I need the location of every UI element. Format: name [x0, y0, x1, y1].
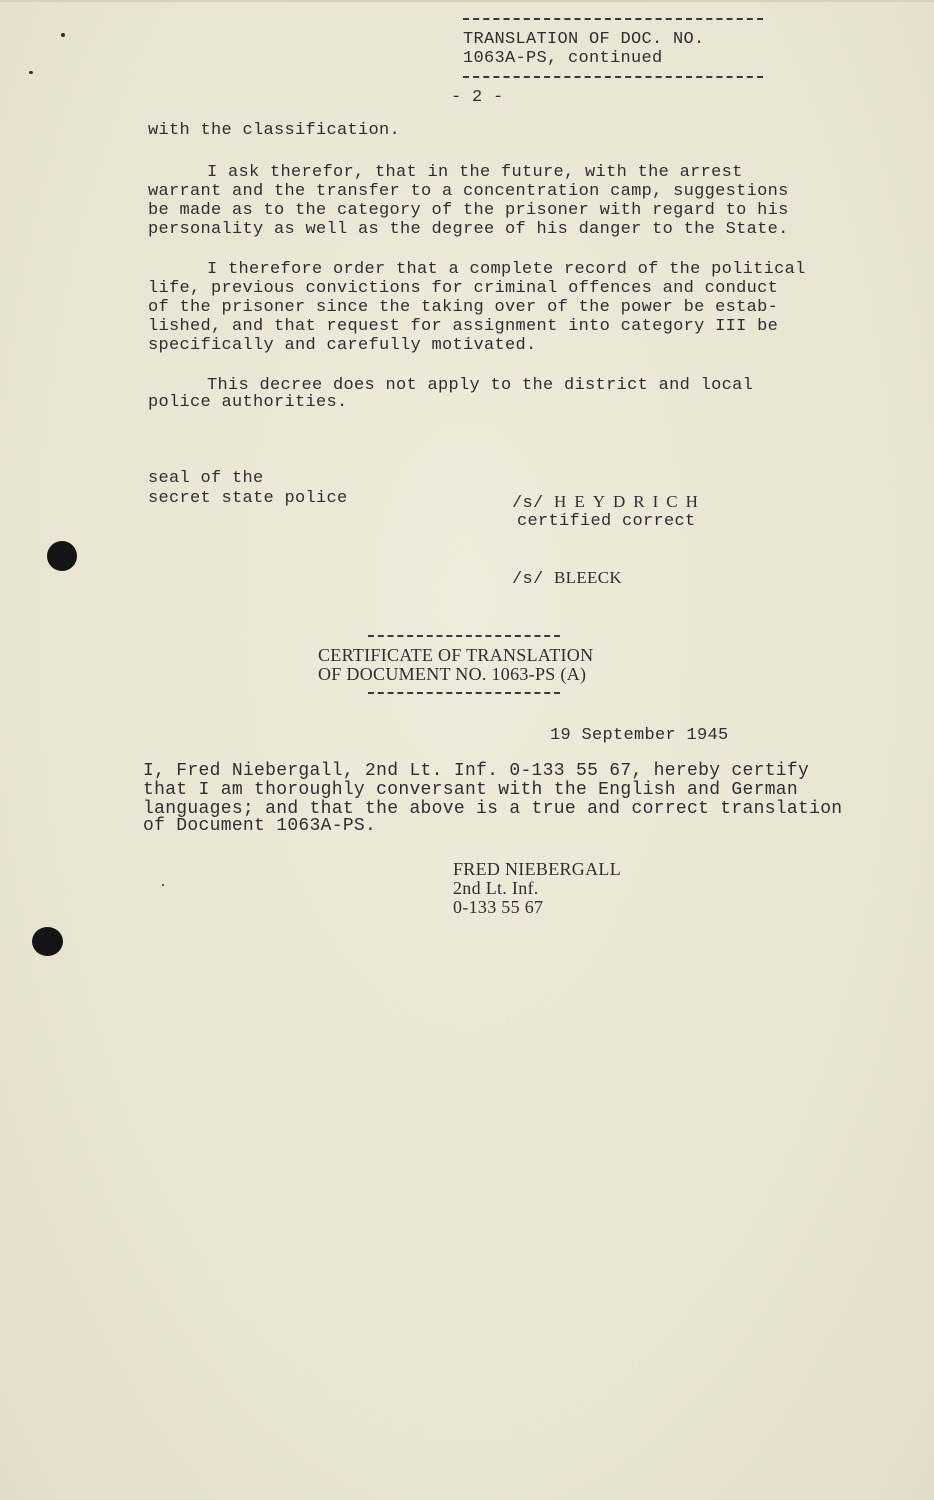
page-number: - 2 -	[451, 88, 504, 107]
body-line: police authorities.	[148, 393, 348, 412]
signer-rank: 2nd Lt. Inf.	[453, 878, 539, 898]
header-rule-bottom	[463, 76, 763, 78]
seal-note-line1: seal of the	[148, 469, 264, 488]
body-line: lished, and that request for assignment into category III be	[148, 317, 779, 336]
signature-prefix: /s/	[512, 494, 544, 513]
body-line: of the prisoner since the taking over of the power be estab-	[148, 298, 779, 317]
body-line: life, previous convictions for criminal offences and conduct	[148, 279, 779, 298]
certificate-rule-bottom	[368, 692, 560, 694]
body-line: This decree does not apply to the district and local	[207, 376, 754, 395]
signature-name: BLEECK	[554, 568, 622, 587]
signature-name: HEYDRICH	[554, 492, 706, 511]
certificate-body-line: languages; and that the above is a true and correct translation	[143, 799, 843, 819]
punch-hole	[47, 541, 77, 571]
page-edge	[0, 0, 934, 2]
body-line: personality as well as the degree of his danger to the State.	[148, 220, 789, 239]
seal-note-line2: secret state police	[148, 489, 348, 508]
signature-bleeck	[470, 549, 622, 608]
header-title-line2: 1063A-PS, continued	[463, 49, 663, 68]
ink-speck	[61, 33, 65, 37]
certificate-title-line1: CERTIFICATE OF TRANSLATION	[318, 645, 594, 665]
ink-speck	[29, 71, 33, 74]
signature-prefix: /s/	[512, 570, 544, 589]
certificate-body-line: of Document 1063A-PS.	[143, 816, 377, 836]
body-line: with the classification.	[148, 121, 401, 140]
certificate-date: 19 September 1945	[550, 726, 729, 745]
certificate-body-line: I, Fred Niebergall, 2nd Lt. Inf. 0-133 55 67, hereby certify	[143, 761, 810, 781]
punch-hole	[32, 927, 63, 956]
certified-correct: certified correct	[517, 512, 696, 531]
body-line: be made as to the category of the prisoner with regard to his	[148, 201, 789, 220]
certificate-body-line: that I am thoroughly conversant with the English and German	[143, 780, 799, 800]
signer-serial: 0-133 55 67	[453, 897, 544, 917]
body-line: warrant and the transfer to a concentration camp, suggestions	[148, 182, 789, 201]
body-line: I ask therefor, that in the future, with the arrest	[207, 163, 743, 182]
body-line: specifically and carefully motivated.	[148, 336, 537, 355]
certificate-title-line2: OF DOCUMENT NO. 1063-PS (A)	[318, 664, 587, 684]
header-title-line1: TRANSLATION OF DOC. NO.	[463, 30, 705, 49]
body-line: I therefore order that a complete record of the political	[207, 260, 806, 279]
ink-speck	[162, 884, 164, 886]
certificate-rule-top	[368, 635, 560, 637]
signer-name: FRED NIEBERGALL	[453, 859, 621, 879]
header-rule-top	[463, 18, 763, 20]
